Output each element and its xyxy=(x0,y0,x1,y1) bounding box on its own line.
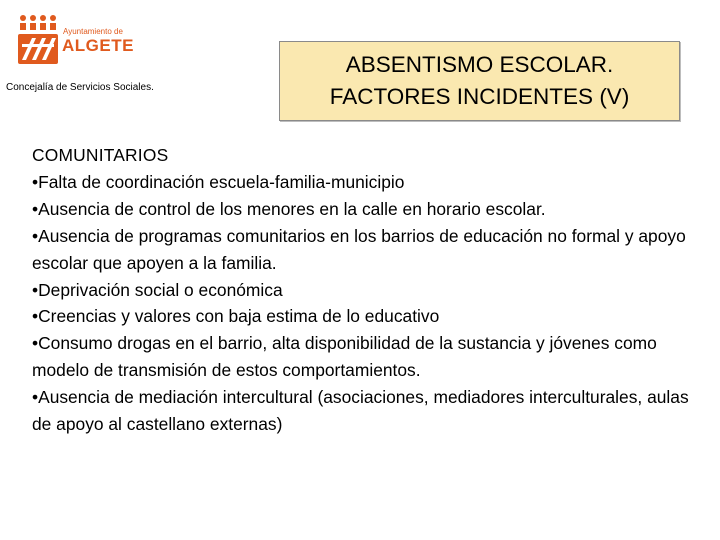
logo-subtitle: Ayuntamiento de xyxy=(63,27,123,36)
section-heading: COMUNITARIOS xyxy=(32,145,169,165)
bullet-item: •Ausencia de programas comunitarios en los barrios de educación no formal y apoyo escolar que apoyen a la familia. xyxy=(32,225,686,273)
slide-title-line-1: ABSENTISMO ESCOLAR. xyxy=(345,52,614,77)
slide-content xyxy=(32,142,702,438)
algete-shield-icon xyxy=(18,14,58,72)
bullet-item: •Deprivación social o económica xyxy=(32,279,283,300)
algete-logo xyxy=(18,14,134,76)
bullet-item: •Consumo drogas en el barrio, alta disponibilidad de la sustancia y jóvenes como modelo de transmisión de estos comportamientos. xyxy=(32,333,657,381)
bullet-item: •Falta de coordinación escuela-familia-municipio xyxy=(32,171,405,192)
bullet-item: •Ausencia de mediación intercultural (asociaciones, mediadores interculturales, aulas de apoyo al castellano externas) xyxy=(32,387,689,435)
bullet-item: •Creencias y valores con baja estima de lo educativo xyxy=(32,306,440,327)
bullet-item: •Ausencia de control de los menores en la calle en horario escolar. xyxy=(32,198,546,219)
slide-title-box xyxy=(279,41,680,121)
slide-title-line-2: FACTORES INCIDENTES (V) xyxy=(329,84,630,109)
logo-town-name: ALGETE xyxy=(62,36,134,55)
department-label: Concejalía de Servicios Sociales. xyxy=(6,82,154,93)
